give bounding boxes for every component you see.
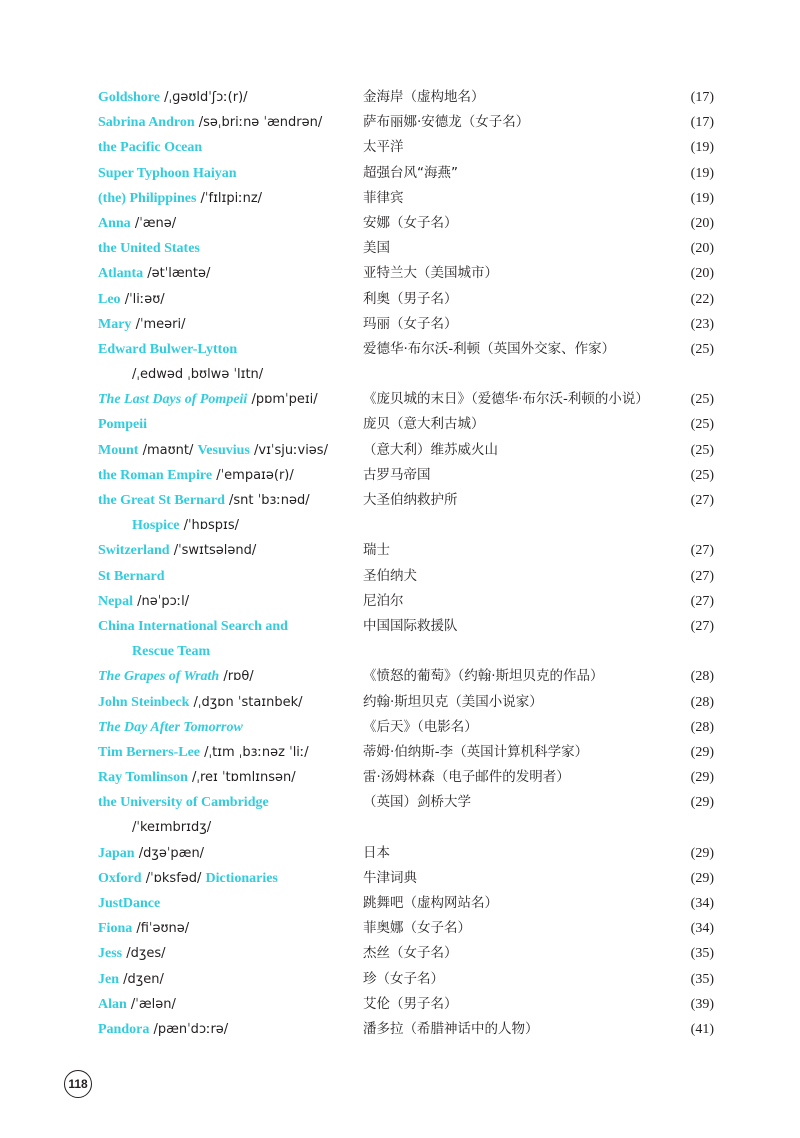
glossary-row bbox=[98, 941, 718, 966]
glossary-row bbox=[98, 463, 718, 488]
glossary-row bbox=[98, 866, 718, 891]
entry-english bbox=[98, 790, 269, 815]
glossary-row bbox=[98, 110, 718, 135]
phonetic: /snt ˈbɜːnəd/ bbox=[224, 493, 310, 508]
chinese-meaning: 中国国际救援队 bbox=[363, 617, 458, 634]
glossary-row bbox=[98, 513, 718, 538]
page-reference: (28) bbox=[690, 694, 714, 710]
entry-english bbox=[98, 211, 176, 236]
phonetic: /dʒen/ bbox=[119, 971, 164, 987]
page-reference: (19) bbox=[690, 165, 714, 181]
glossary-row bbox=[98, 312, 718, 337]
entry-english bbox=[132, 815, 211, 840]
page-reference: (29) bbox=[690, 744, 714, 760]
chinese-meaning: （英国）剑桥大学 bbox=[363, 794, 471, 811]
page-reference: (28) bbox=[690, 669, 714, 685]
page-reference: (17) bbox=[690, 90, 714, 105]
chinese-meaning: 艾伦（男子名） bbox=[363, 995, 458, 1012]
chinese-meaning: 亚特兰大（美国城市） bbox=[363, 265, 498, 282]
term: Nepal bbox=[98, 593, 133, 609]
term: Sabrina Andron bbox=[98, 115, 195, 131]
phonetic: /ˌreɪ ˈtɒmlɪnsən/ bbox=[187, 770, 296, 786]
chinese-meaning: 雷·汤姆林森（电子邮件的发明者） bbox=[363, 769, 570, 786]
phonetic: /ˌtɪm ˌbɜːnəz ˈliː/ bbox=[200, 744, 309, 760]
chinese-meaning: 瑞士 bbox=[363, 542, 390, 559]
term: Oxford bbox=[98, 870, 142, 886]
phonetic: /dʒes/ bbox=[122, 946, 166, 962]
entry-english bbox=[132, 513, 239, 538]
page-reference: (29) bbox=[690, 845, 714, 861]
term: the Pacific Ocean bbox=[98, 140, 203, 156]
glossary-row bbox=[98, 841, 718, 866]
entry-english bbox=[98, 664, 254, 689]
term: Mount bbox=[98, 442, 139, 458]
phonetic: /fiˈəʊnə/ bbox=[132, 921, 190, 937]
chinese-meaning: 爱德华·布尔沃-利顿（英国外交家、作家） bbox=[363, 340, 616, 357]
page-reference: (29) bbox=[690, 770, 714, 786]
term: Tim Berners-Lee bbox=[98, 744, 200, 760]
glossary-row bbox=[98, 161, 718, 186]
chinese-meaning: 古罗马帝国 bbox=[363, 466, 431, 483]
glossary-row bbox=[98, 488, 718, 513]
glossary-row bbox=[98, 135, 718, 160]
chinese-meaning: 太平洋 bbox=[363, 139, 404, 156]
term: Jess bbox=[98, 946, 123, 962]
entry-english bbox=[98, 161, 237, 186]
phonetic: /ˈliːəʊ/ bbox=[120, 291, 165, 307]
glossary-row bbox=[98, 992, 718, 1017]
entry-english bbox=[132, 639, 210, 664]
page-reference: (27) bbox=[690, 593, 714, 609]
glossary-row bbox=[98, 715, 718, 740]
glossary-row bbox=[98, 690, 718, 715]
term: (the) Philippines bbox=[98, 190, 197, 206]
phonetic: /pɒmˈpeɪi/ bbox=[247, 392, 318, 408]
chinese-meaning: 日本 bbox=[363, 844, 390, 861]
term: Rescue Team bbox=[132, 644, 211, 660]
page-reference: (27) bbox=[690, 543, 714, 559]
glossary-row bbox=[98, 639, 718, 664]
glossary-row bbox=[98, 261, 718, 286]
entry-english bbox=[98, 538, 256, 563]
term: Dictionaries bbox=[205, 870, 278, 886]
page-reference: (22) bbox=[690, 291, 714, 307]
phonetic: /ˈænə/ bbox=[130, 215, 177, 231]
glossary-row bbox=[98, 891, 718, 916]
phonetic: /ətˈlæntə/ bbox=[143, 266, 211, 282]
phonetic: /maʊnt/ bbox=[138, 442, 198, 458]
term: Ray Tomlinson bbox=[98, 770, 188, 786]
page-reference: (27) bbox=[690, 493, 714, 508]
phonetic: /pænˈdɔːrə/ bbox=[149, 1021, 229, 1037]
glossary-row bbox=[98, 538, 718, 563]
chinese-meaning: 杰丝（女子名） bbox=[363, 945, 458, 962]
term: Japan bbox=[98, 845, 135, 861]
phonetic: /ˈempaɪə(r)/ bbox=[212, 467, 294, 483]
page-reference: (29) bbox=[690, 870, 714, 886]
page-reference: (19) bbox=[690, 140, 714, 156]
glossary-row bbox=[98, 211, 718, 236]
entry-english bbox=[98, 564, 165, 589]
term: Super Typhoon Haiyan bbox=[98, 165, 237, 181]
term: The Last Days of Pompeii bbox=[98, 392, 248, 408]
entry-english bbox=[98, 287, 165, 312]
page-reference: (25) bbox=[690, 392, 714, 408]
glossary-row bbox=[98, 236, 718, 261]
entry-english bbox=[98, 463, 294, 488]
term: Anna bbox=[98, 215, 131, 231]
entry-english bbox=[98, 740, 309, 765]
entry-english bbox=[98, 85, 248, 110]
entry-english bbox=[98, 312, 186, 337]
glossary-row bbox=[98, 916, 718, 941]
page-reference: (25) bbox=[690, 467, 714, 483]
entry-english bbox=[98, 614, 288, 639]
chinese-meaning: 利奥（男子名） bbox=[363, 290, 458, 307]
term: The Grapes of Wrath bbox=[98, 669, 220, 685]
page-reference: (17) bbox=[690, 115, 714, 131]
page-reference: (25) bbox=[690, 417, 714, 433]
entry-english bbox=[98, 135, 202, 160]
entry-english bbox=[98, 715, 243, 740]
glossary-row bbox=[98, 1017, 718, 1042]
term: Hospice bbox=[132, 518, 180, 534]
entry-english bbox=[98, 261, 210, 286]
page-reference: (29) bbox=[690, 795, 714, 811]
chinese-meaning: 菲律宾 bbox=[363, 189, 404, 206]
phonetic: /vɪˈsjuːviəs/ bbox=[249, 442, 328, 458]
page-reference: (35) bbox=[690, 971, 714, 987]
phonetic: /ˈɒksfəd/ bbox=[141, 870, 206, 886]
phonetic: /ˌdʒɒn ˈstaɪnbek/ bbox=[189, 694, 303, 710]
term: Vesuvius bbox=[197, 442, 250, 458]
chinese-meaning: 金海岸（虚构地名） bbox=[363, 89, 485, 105]
chinese-meaning: 大圣伯纳救护所 bbox=[363, 492, 458, 508]
entry-english bbox=[98, 186, 262, 211]
phonetic: /nəˈpɔːl/ bbox=[133, 593, 190, 609]
glossary-row bbox=[98, 664, 718, 689]
term: Alan bbox=[98, 996, 127, 1012]
entry-english bbox=[98, 841, 204, 866]
page-reference: (20) bbox=[690, 215, 714, 231]
entry-english bbox=[98, 1017, 228, 1042]
page-reference: (35) bbox=[690, 946, 714, 962]
page-reference: (20) bbox=[690, 241, 714, 257]
term: the University of Cambridge bbox=[98, 795, 269, 811]
entry-english bbox=[98, 967, 164, 992]
entry-english bbox=[98, 992, 176, 1017]
page-reference: (25) bbox=[690, 341, 714, 357]
term: the United States bbox=[98, 241, 200, 257]
entry-english bbox=[98, 337, 237, 362]
entry-english bbox=[98, 941, 166, 966]
page-reference: (20) bbox=[690, 266, 714, 282]
term: The Day After Tomorrow bbox=[98, 719, 243, 735]
term: the Roman Empire bbox=[98, 467, 213, 483]
page-reference: (28) bbox=[690, 719, 714, 735]
glossary-row bbox=[98, 589, 718, 614]
entry-english bbox=[98, 236, 200, 261]
term: China International Search and bbox=[98, 618, 288, 634]
glossary-row bbox=[98, 85, 718, 110]
phonetic: /rɒθ/ bbox=[219, 669, 254, 685]
glossary-row bbox=[98, 287, 718, 312]
glossary-row bbox=[98, 412, 718, 437]
phonetic: /ˈælən/ bbox=[126, 996, 176, 1012]
phonetic: /ˌedwəd ˌbʊlwə ˈlɪtn/ bbox=[132, 367, 264, 383]
chinese-meaning: 约翰·斯坦贝克（美国小说家） bbox=[363, 693, 543, 710]
entry-english bbox=[98, 488, 310, 513]
glossary-row bbox=[98, 438, 718, 463]
page-number: 118 bbox=[64, 1070, 92, 1098]
phonetic: /ˈmeəri/ bbox=[131, 316, 186, 332]
chinese-meaning: （意大利）维苏威火山 bbox=[363, 441, 498, 458]
page-reference: (27) bbox=[690, 568, 714, 584]
term: the Great St Bernard bbox=[98, 493, 225, 508]
page-reference: (27) bbox=[690, 618, 714, 634]
chinese-meaning: 超强台风“海燕” bbox=[363, 164, 458, 181]
phonetic: /ˈkeɪmbrɪdʒ/ bbox=[132, 820, 212, 836]
entry-english bbox=[98, 110, 322, 135]
entry-english bbox=[98, 916, 189, 941]
chinese-meaning: 《愤怒的葡萄》（约翰·斯坦贝克的作品） bbox=[363, 668, 604, 685]
term: Mary bbox=[98, 316, 132, 332]
glossary-row bbox=[98, 967, 718, 992]
glossary-row bbox=[98, 790, 718, 815]
term: Jen bbox=[98, 971, 119, 987]
phonetic: /dʒəˈpæn/ bbox=[134, 845, 205, 861]
chinese-meaning: 珍（女子名） bbox=[363, 970, 444, 987]
entry-english bbox=[98, 589, 189, 614]
entry-english bbox=[98, 412, 147, 437]
page-reference: (34) bbox=[690, 921, 714, 937]
entry-english bbox=[98, 765, 296, 790]
chinese-meaning: 圣伯纳犬 bbox=[363, 567, 417, 584]
term: Leo bbox=[98, 291, 121, 307]
glossary-row bbox=[98, 186, 718, 211]
chinese-meaning: 跳舞吧（虚构网站名） bbox=[363, 895, 498, 911]
phonetic: /ˈfɪlɪpiːnz/ bbox=[196, 190, 263, 206]
page-reference: (41) bbox=[690, 1021, 714, 1037]
chinese-meaning: 蒂姆·伯纳斯-李（英国计算机科学家） bbox=[363, 743, 589, 760]
glossary-row bbox=[98, 765, 718, 790]
term: JustDance bbox=[98, 896, 161, 911]
term: Atlanta bbox=[98, 266, 144, 282]
phonetic: /ˌɡəʊldˈʃɔː(r)/ bbox=[159, 90, 248, 105]
term: Edward Bulwer-Lytton bbox=[98, 341, 238, 357]
term: Pandora bbox=[98, 1021, 150, 1037]
page-reference: (25) bbox=[690, 442, 714, 458]
chinese-meaning: 尼泊尔 bbox=[363, 592, 404, 609]
term: Fiona bbox=[98, 921, 133, 937]
chinese-meaning: 萨布丽娜·安德龙（女子名） bbox=[363, 114, 530, 131]
entry-english bbox=[98, 866, 278, 891]
glossary-row bbox=[98, 337, 718, 362]
glossary-list bbox=[98, 85, 718, 1042]
term: John Steinbeck bbox=[98, 694, 190, 710]
glossary-row bbox=[98, 614, 718, 639]
entry-english bbox=[98, 690, 303, 715]
glossary-row bbox=[98, 740, 718, 765]
chinese-meaning: 菲奥娜（女子名） bbox=[363, 920, 471, 937]
glossary-row bbox=[98, 564, 718, 589]
phonetic: /ˈhɒspɪs/ bbox=[179, 518, 240, 534]
chinese-meaning: 安娜（女子名） bbox=[363, 214, 458, 231]
chinese-meaning: 《后天》（电影名） bbox=[363, 718, 478, 735]
entry-english bbox=[98, 387, 318, 412]
term: St Bernard bbox=[98, 568, 165, 584]
phonetic: /ˈswɪtsələnd/ bbox=[169, 543, 257, 559]
glossary-row bbox=[98, 387, 718, 412]
chinese-meaning: 美国 bbox=[363, 240, 390, 257]
entry-english bbox=[98, 891, 160, 916]
phonetic: /səˌbriːnə ˈændrən/ bbox=[194, 115, 323, 131]
chinese-meaning: 玛丽（女子名） bbox=[363, 315, 458, 332]
page-reference: (23) bbox=[690, 316, 714, 332]
chinese-meaning: 《庞贝城的末日》（爱德华·布尔沃-利顿的小说） bbox=[363, 391, 649, 408]
page-reference: (19) bbox=[690, 190, 714, 206]
term: Goldshore bbox=[98, 90, 160, 105]
chinese-meaning: 牛津词典 bbox=[363, 869, 417, 886]
entry-english bbox=[132, 362, 263, 387]
term: Pompeii bbox=[98, 417, 147, 433]
page-reference: (34) bbox=[690, 896, 714, 911]
glossary-row bbox=[98, 815, 718, 840]
chinese-meaning: 潘多拉（希腊神话中的人物） bbox=[363, 1020, 539, 1037]
term: Switzerland bbox=[98, 543, 170, 559]
entry-english bbox=[98, 438, 328, 463]
chinese-meaning: 庞贝（意大利古城） bbox=[363, 416, 485, 433]
glossary-row bbox=[98, 362, 718, 387]
page-reference: (39) bbox=[690, 996, 714, 1012]
